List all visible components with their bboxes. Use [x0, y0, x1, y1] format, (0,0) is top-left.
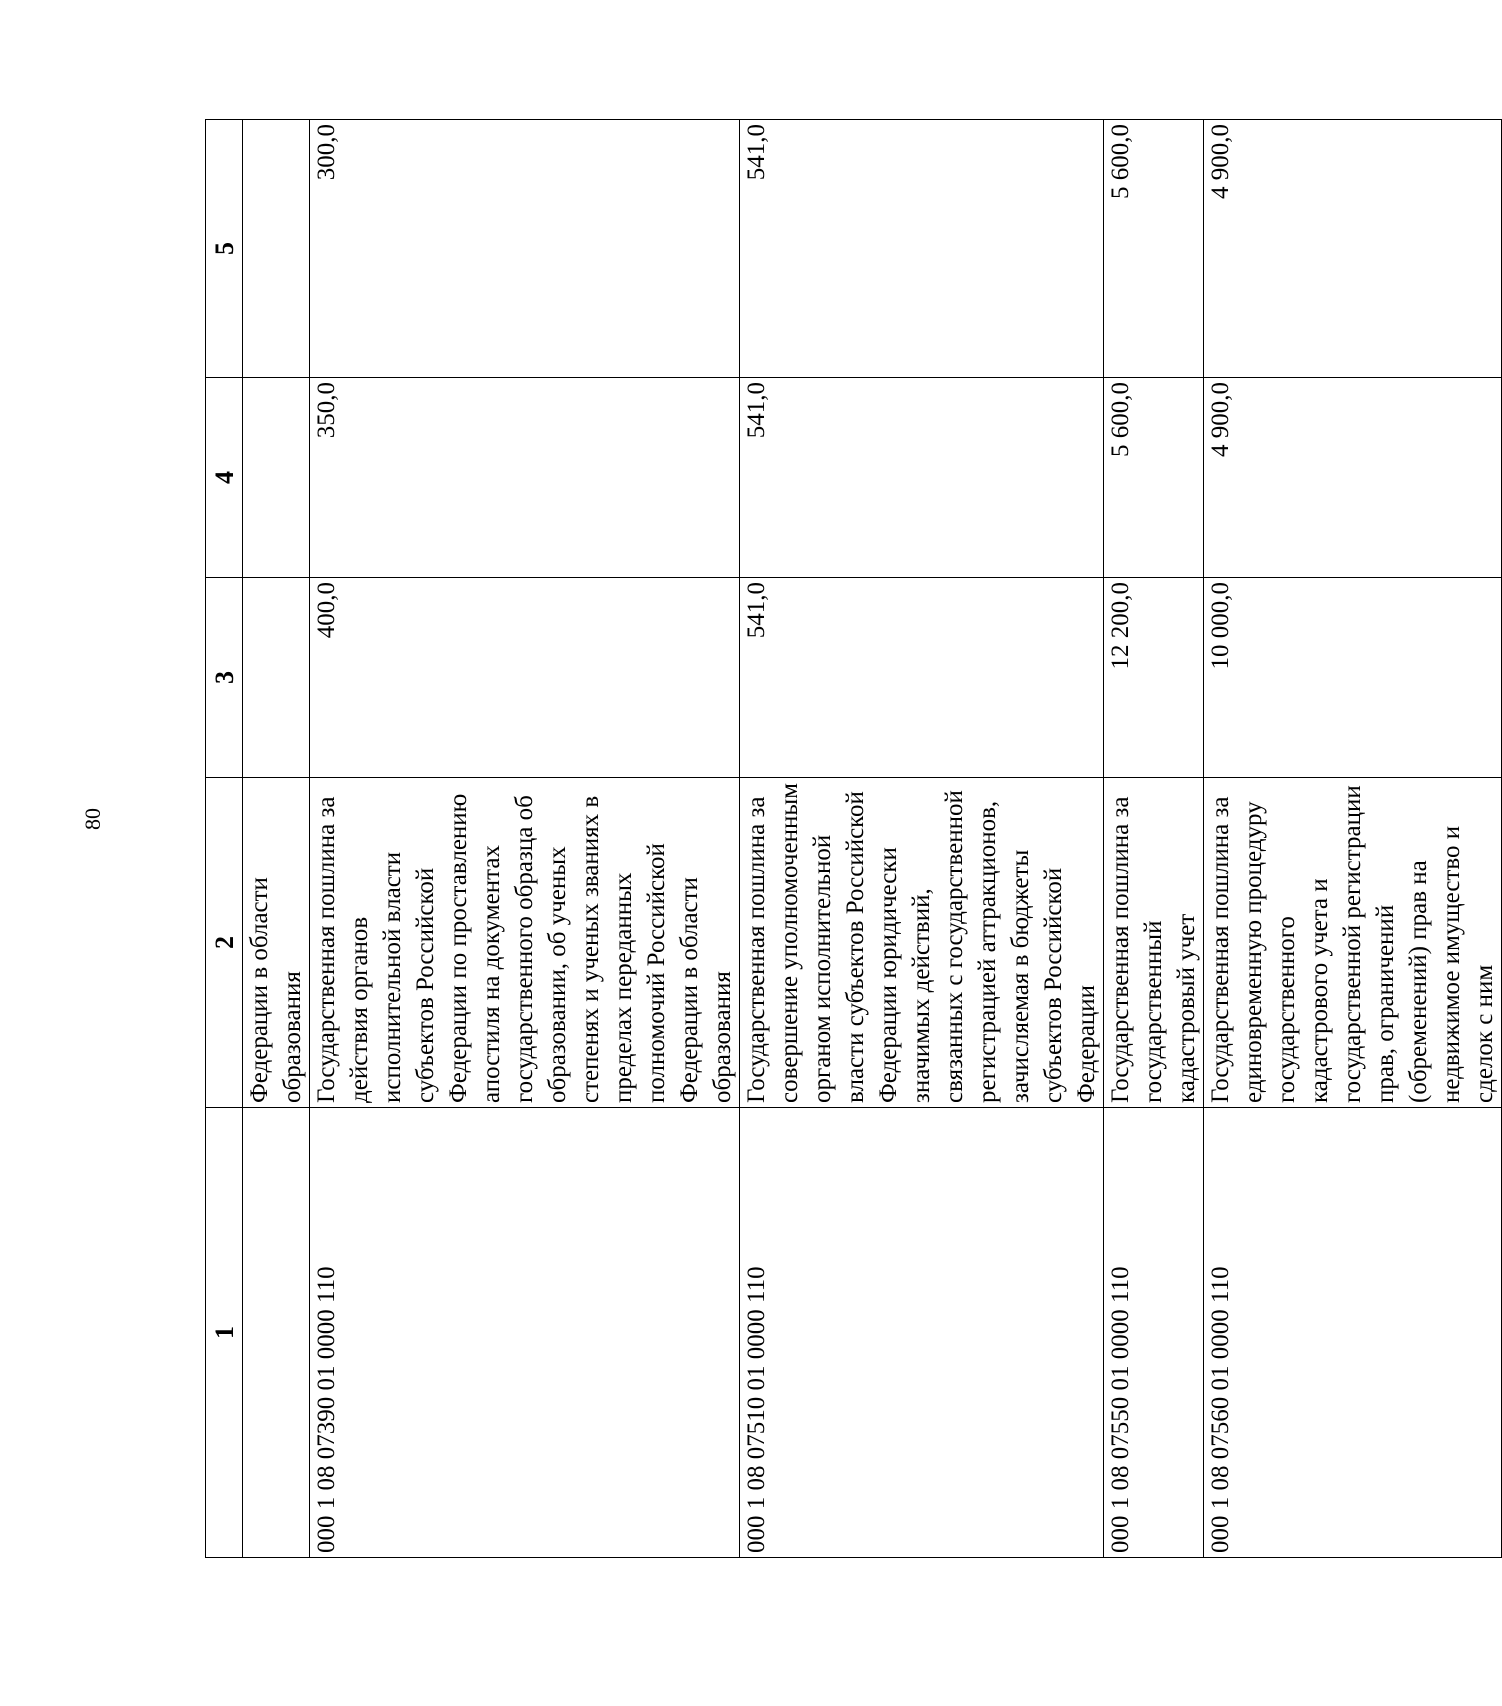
value-col-3: 541,0 [740, 578, 1104, 778]
revenue-table-wrapper [205, 120, 1502, 1558]
value-col-5: 4 900,0 [1204, 120, 1502, 378]
continuation-cell-4 [243, 378, 310, 578]
header-row [206, 120, 243, 1558]
table-row [1104, 120, 1204, 1558]
budget-code: 000 1 08 07560 01 0000 110 [1204, 1108, 1502, 1558]
budget-code: 000 1 08 07390 01 0000 110 [310, 1108, 740, 1558]
table-row [1204, 120, 1502, 1558]
revenue-name: Государственная пошлина за единовременную процедуру государственного кадастрового учета и государственной регистрации прав, ограничений (обременений) прав на недвижимое имущество и сделок с ним [1204, 778, 1502, 1108]
revenue-name: Государственная пошлина за совершение уполномоченным органом исполнительной власти субъектов Российской Федерации юридически значимых действий, связанных с государственной регистрацией аттракционов, зачисляемая в бюджеты субъектов Российской Федерации [740, 778, 1104, 1108]
value-col-5: 541,0 [740, 120, 1104, 378]
continuation-cell-5 [243, 120, 310, 378]
revenue-name: Государственная пошлина за действия органов исполнительной власти субъектов Российской Федерации по проставлению апостиля на документах государственного образца об образовании, об ученых степенях и ученых званиях в пределах переданных полномочий Российской Федерации в области образования [310, 778, 740, 1108]
value-col-4: 4 900,0 [1204, 378, 1502, 578]
table-row [310, 120, 740, 1558]
continuation-code-cell [243, 1108, 310, 1558]
continuation-text: Федерации в области образования [243, 778, 310, 1108]
value-col-3: 12 200,0 [1104, 578, 1204, 778]
page-number: 80 [80, 808, 105, 830]
value-col-3: 400,0 [310, 578, 740, 778]
budget-code: 000 1 08 07550 01 0000 110 [1104, 1108, 1204, 1558]
value-col-5: 300,0 [310, 120, 740, 378]
revenue-name: Государственная пошлина за государственный кадастровый учет [1104, 778, 1204, 1108]
column-header-1: 1 [206, 1108, 243, 1558]
continuation-cell-3 [243, 578, 310, 778]
revenue-table [205, 119, 1502, 1558]
value-col-3: 10 000,0 [1204, 578, 1502, 778]
value-col-5: 5 600,0 [1104, 120, 1204, 378]
column-header-5: 5 [206, 120, 243, 378]
value-col-4: 541,0 [740, 378, 1104, 578]
budget-code: 000 1 08 07510 01 0000 110 [740, 1108, 1104, 1558]
column-header-3: 3 [206, 578, 243, 778]
value-col-4: 350,0 [310, 378, 740, 578]
table-row-continuation [243, 120, 310, 1558]
column-header-4: 4 [206, 378, 243, 578]
column-header-2: 2 [206, 778, 243, 1108]
value-col-4: 5 600,0 [1104, 378, 1204, 578]
table-row [740, 120, 1104, 1558]
